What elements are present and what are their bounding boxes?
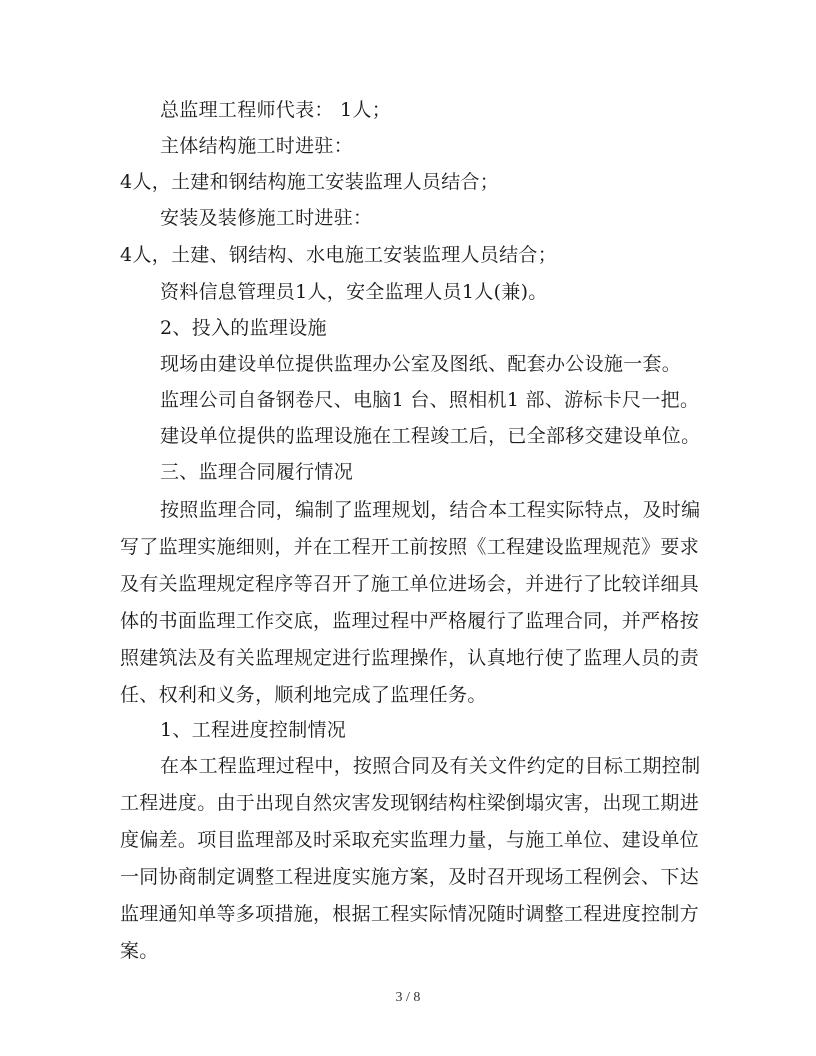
paragraph-line: 监理通知单等多项措施，根据工程实际情况随时调整工程进度控制方 <box>120 903 700 925</box>
text-line: 资料信息管理员1人，安全监理人员1人(兼)。 <box>160 281 548 303</box>
paragraph-line: 按照监理合同，编制了监理规划，结合本工程实际特点，及时编 <box>160 499 701 521</box>
paragraph-line: 案。 <box>120 940 159 962</box>
paragraph-line: 在本工程监理过程中，按照合同及有关文件约定的目标工期控制 <box>160 755 701 777</box>
paragraph-line: 任、权利和义务，顺利地完成了监理任务。 <box>120 684 487 706</box>
paragraph-line: 一同协商制定调整工程进度实施方案，及时召开现场工程例会、下达 <box>120 866 700 888</box>
text-line: 现场由建设单位提供监理办公室及图纸、配套办公设施一套。 <box>160 353 682 375</box>
paragraph-line: 写了监理实施细则，并在工程开工前按照《工程建设监理规范》要求 <box>120 536 700 558</box>
text-line: 4人，土建、钢结构、水电施工安装监理人员结合； <box>120 244 557 266</box>
paragraph-line: 及有关监理规定程序等召开了施工单位进场会，并进行了比较详细具 <box>120 573 700 595</box>
page-number: 3 / 8 <box>395 990 421 1005</box>
text-line: 4人，土建和钢结构施工安装监理人员结合； <box>120 171 500 193</box>
text-line: 主体结构施工时进驻： <box>160 135 354 157</box>
paragraph-line: 体的书面监理工作交底，监理过程中严格履行了监理合同，并严格按 <box>120 610 700 632</box>
paragraph-line: 照建筑法及有关监理规定进行监理操作，认真地行使了监理人员的责 <box>120 647 700 669</box>
text-line: 安装及装修施工时进驻： <box>160 207 373 229</box>
text-line: 建设单位提供的监理设施在工程竣工后，已全部移交建设单位。 <box>160 425 701 447</box>
section-heading: 2、投入的监理设施 <box>160 317 327 339</box>
paragraph-line: 工程进度。由于出现自然灾害发现钢结构柱梁倒塌灾害，出现工期进 <box>120 792 700 814</box>
text-line: 监理公司自备钢卷尺、电脑1 台、照相机1 部、游标卡尺一把。 <box>160 389 700 411</box>
paragraph-line: 度偏差。项目监理部及时采取充实监理力量，与施工单位、建设单位 <box>120 829 700 851</box>
section-heading: 三、监理合同履行情况 <box>160 461 354 483</box>
section-heading: 1、工程进度控制情况 <box>160 719 347 741</box>
text-line: 总监理工程师代表： 1人； <box>160 99 392 121</box>
